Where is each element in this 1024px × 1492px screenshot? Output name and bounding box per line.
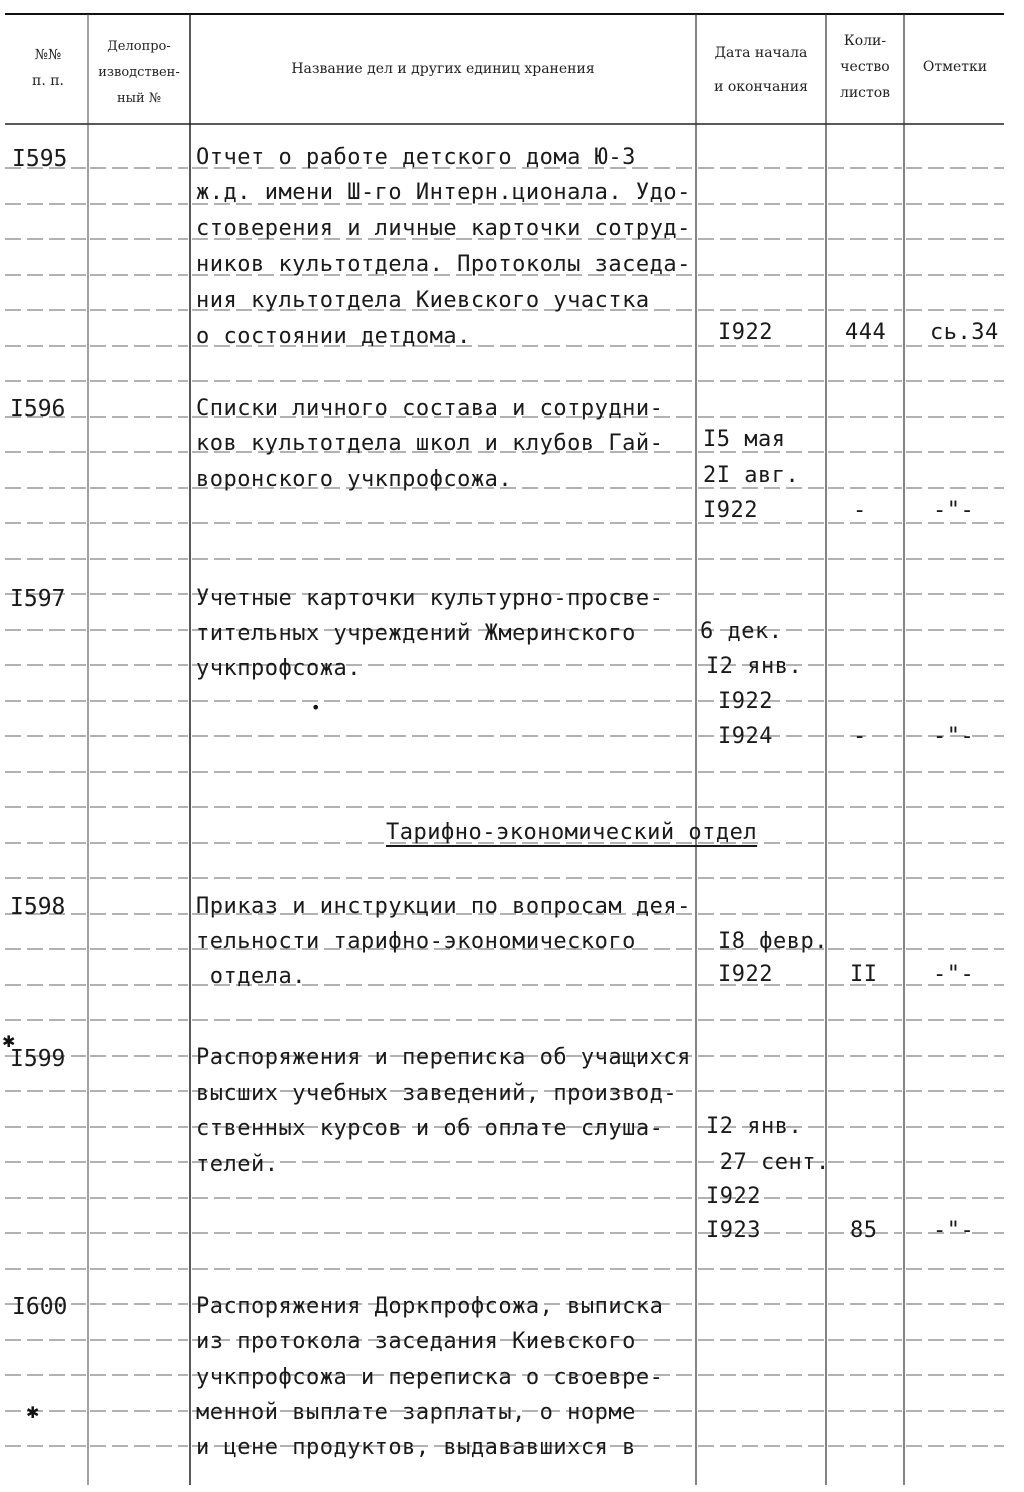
header-col-sheets: Коли- чество листов [839, 33, 891, 101]
record-date: I922 [718, 320, 773, 345]
header-col-number: №№ п. п. [31, 47, 64, 89]
record-date: I2 янв. [706, 654, 803, 679]
header-col-office-number: Делопро- изводствен- ный № [98, 39, 180, 106]
record-title-line: Учетные карточки культурно-просве- [196, 586, 664, 611]
record-date: 6 дек. [700, 619, 783, 644]
record-title-line: ков культотдела школ и клубов Гай- [196, 431, 664, 456]
record-number: I598 [10, 894, 66, 920]
record-notes: -"- [933, 498, 975, 523]
record-date: 2I авг. [703, 463, 800, 488]
record-title-line: из протокола заседания Киевского [196, 1329, 636, 1354]
record-title-line: стоверения и личные карточки сотруд- [196, 216, 691, 241]
record-title-line: Отчет о работе детского дома Ю-З [196, 145, 636, 170]
record-title-line: тельности тарифно-экономического [196, 929, 636, 954]
record-date: I924 [718, 724, 773, 749]
record-sheets: 444 [845, 320, 887, 345]
record-title-line: о состоянии детдома. [196, 324, 471, 349]
record-title-line: ж.д. имени Ш-го Интерн.ционала. Удо- [196, 180, 691, 205]
record-date: I922 [703, 498, 758, 523]
record-notes: -"- [933, 724, 975, 749]
record-date: I8 февр. [718, 929, 828, 954]
record-title-line: Приказ и инструкции по вопросам дея- [196, 894, 691, 919]
record-sheets: 85 [850, 1218, 878, 1243]
record-number: I597 [10, 586, 66, 612]
record-date: I923 [706, 1218, 761, 1243]
record-date: I922 [706, 1184, 761, 1209]
record-title-line: отдела. [196, 964, 306, 989]
stray-dot-mark: • [311, 698, 321, 717]
record-notes: сь.34 [930, 320, 999, 345]
record-date: 27 сент. [706, 1150, 830, 1175]
record-title-line: воронского учкпрофсожа. [196, 467, 513, 492]
record-title-line: Распоряжения и переписка об учащихся [196, 1045, 691, 1070]
record-notes: -"- [933, 1218, 975, 1243]
record-notes: -"- [933, 962, 975, 987]
record-number: I596 [10, 396, 66, 422]
record-title-line: высших учебных заведений, производ- [196, 1081, 678, 1106]
star-margin-mark: ✱ [26, 1403, 40, 1422]
record-title-line: учкпрофсожа. [196, 656, 361, 681]
header-col-title: Название дел и других единиц хранения [291, 61, 595, 77]
record-date: I2 янв. [706, 1114, 803, 1139]
record-title-line: Распоряжения Доркпрофсожа, выписка [196, 1294, 664, 1319]
record-date: I922 [718, 962, 773, 987]
record-title-line: ственных курсов и об оплате слуша- [196, 1116, 664, 1141]
record-title-line: тительных учреждений Жмеринского [196, 621, 636, 646]
record-title-line: учкпрофсожа и переписка о своевре- [196, 1365, 664, 1390]
header-col-notes: Отметки [922, 59, 988, 75]
record-date: I922 [718, 689, 773, 714]
record-number: I600 [12, 1294, 68, 1320]
star-margin-mark: ✱ [2, 1032, 16, 1051]
record-number: I599 [10, 1046, 66, 1072]
record-title-line: телей. [196, 1152, 279, 1177]
record-sheets: II [850, 962, 878, 987]
record-title-line: Списки личного состава и сотрудни- [196, 396, 664, 421]
record-sheets: - [853, 498, 867, 523]
record-date: I5 мая [703, 427, 786, 452]
record-title-line: и цене продуктов, выдававшихся в [196, 1435, 636, 1460]
record-sheets: - [853, 724, 867, 749]
record-title-line: менной выплате зарплаты, о норме [196, 1400, 636, 1425]
section-heading: Тарифно-экономический отдел [386, 820, 758, 845]
record-title-line: ния культотдела Киевского участка [196, 288, 650, 313]
record-title-line: ников культотдела. Протоколы заседа- [196, 252, 691, 277]
header-col-dates: Дата начала и окончания [714, 45, 808, 95]
record-number: I595 [12, 146, 68, 172]
